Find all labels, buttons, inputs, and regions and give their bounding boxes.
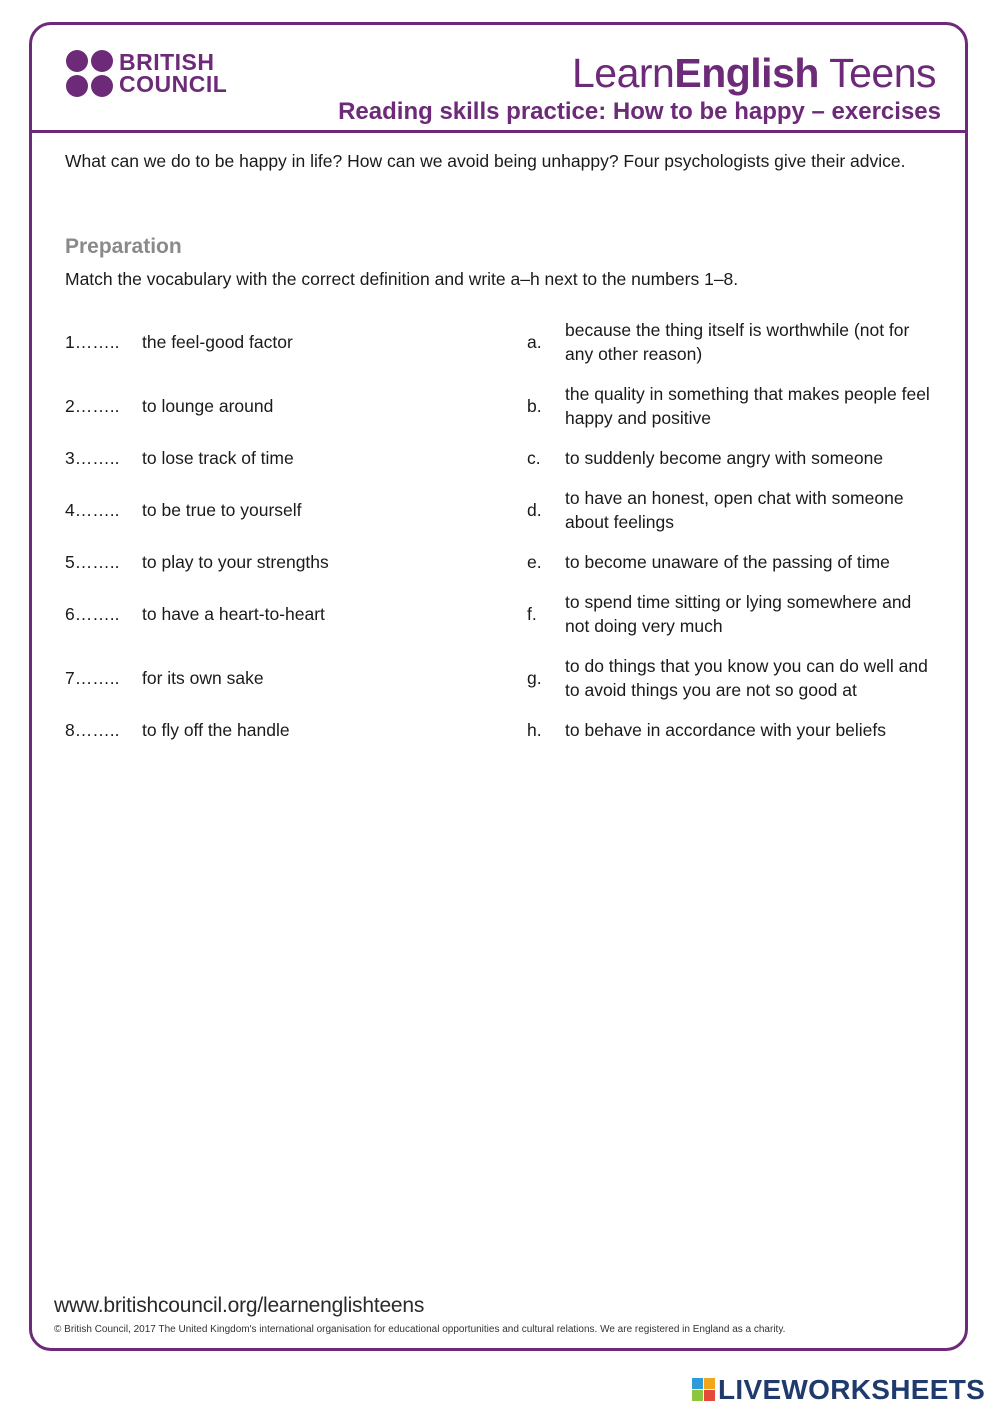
definition-letter: b. <box>527 396 542 416</box>
definition-text: to spend time sitting or lying somewhere and not doing very much <box>565 592 912 636</box>
vocab-row <box>65 380 945 432</box>
vocab-term: to have a heart-to-heart <box>142 604 325 624</box>
definition-letter: e. <box>527 552 542 572</box>
preparation-instruction: Match the vocabulary with the correct definition and write a–h next to the numbers 1–8. <box>65 269 739 289</box>
worksheet-title: Reading skills practice: How to be happy – exercises <box>338 98 941 125</box>
definition-letter: g. <box>527 668 542 688</box>
vocab-row <box>65 484 945 536</box>
definition-text: to have an honest, open chat with someone about feelings <box>565 488 904 532</box>
british-council-wordmark: BRITISH COUNCIL <box>119 49 228 97</box>
vocab-answer-blank[interactable]: 5…….. <box>65 552 120 572</box>
british-council-dots-icon <box>66 50 114 98</box>
vocab-term: to be true to yourself <box>142 500 302 520</box>
definition-text: to do things that you know you can do well and to avoid things you are not so good at <box>565 656 928 700</box>
vocab-answer-blank[interactable]: 6…….. <box>65 604 120 624</box>
liveworksheets-grid-icon <box>692 1378 716 1402</box>
vocab-row <box>65 652 945 704</box>
vocab-term: the feel-good factor <box>142 332 293 352</box>
definition-letter: a. <box>527 332 542 352</box>
vocab-answer-blank[interactable]: 8…….. <box>65 720 120 740</box>
definition-letter: h. <box>527 720 542 740</box>
vocab-term: for its own sake <box>142 668 264 688</box>
footer-copyright: © British Council, 2017 The United Kingdom's international organisation for educational opportunities and cultural relations. We are registered in England as a charity. <box>54 1324 786 1335</box>
vocab-term: to lounge around <box>142 396 274 416</box>
vocab-row <box>65 548 945 576</box>
vocab-row <box>65 316 945 368</box>
vocab-answer-blank[interactable]: 3…….. <box>65 448 120 468</box>
vocab-answer-blank[interactable]: 1…….. <box>65 332 120 352</box>
definition-text: to become unaware of the passing of time <box>565 552 890 572</box>
definition-text: to behave in accordance with your beliefs <box>565 720 887 740</box>
definition-text: because the thing itself is worthwhile (not for any other reason) <box>565 320 910 364</box>
vocab-answer-blank[interactable]: 4…….. <box>65 500 120 520</box>
learnenglish-teens-logo: LearnEnglish Teens <box>571 50 936 96</box>
preparation-heading: Preparation <box>65 235 182 258</box>
footer-website-url[interactable]: www.britishcouncil.org/learnenglishteens <box>54 1294 425 1317</box>
vocab-term: to fly off the handle <box>142 720 290 740</box>
definition-letter: d. <box>527 500 542 520</box>
vocab-answer-blank[interactable]: 7…….. <box>65 668 120 688</box>
definition-letter: c. <box>527 448 541 468</box>
intro-text: What can we do to be happy in life? How can we avoid being unhappy? Four psychologists give their advice. <box>65 151 906 171</box>
liveworksheets-wordmark: LIVEWORKSHEETS <box>718 1374 986 1405</box>
definition-letter: f. <box>527 604 537 624</box>
vocabulary-matching-table <box>65 316 945 744</box>
vocab-answer-blank[interactable]: 2…….. <box>65 396 120 416</box>
vocab-row <box>65 588 945 640</box>
vocab-term: to play to your strengths <box>142 552 329 572</box>
vocab-row <box>65 444 945 472</box>
definition-text: to suddenly become angry with someone <box>565 448 884 468</box>
vocab-term: to lose track of time <box>142 448 294 468</box>
definition-text: the quality in something that makes people feel happy and positive <box>565 384 930 428</box>
header-divider <box>29 130 968 133</box>
vocab-row <box>65 716 945 744</box>
